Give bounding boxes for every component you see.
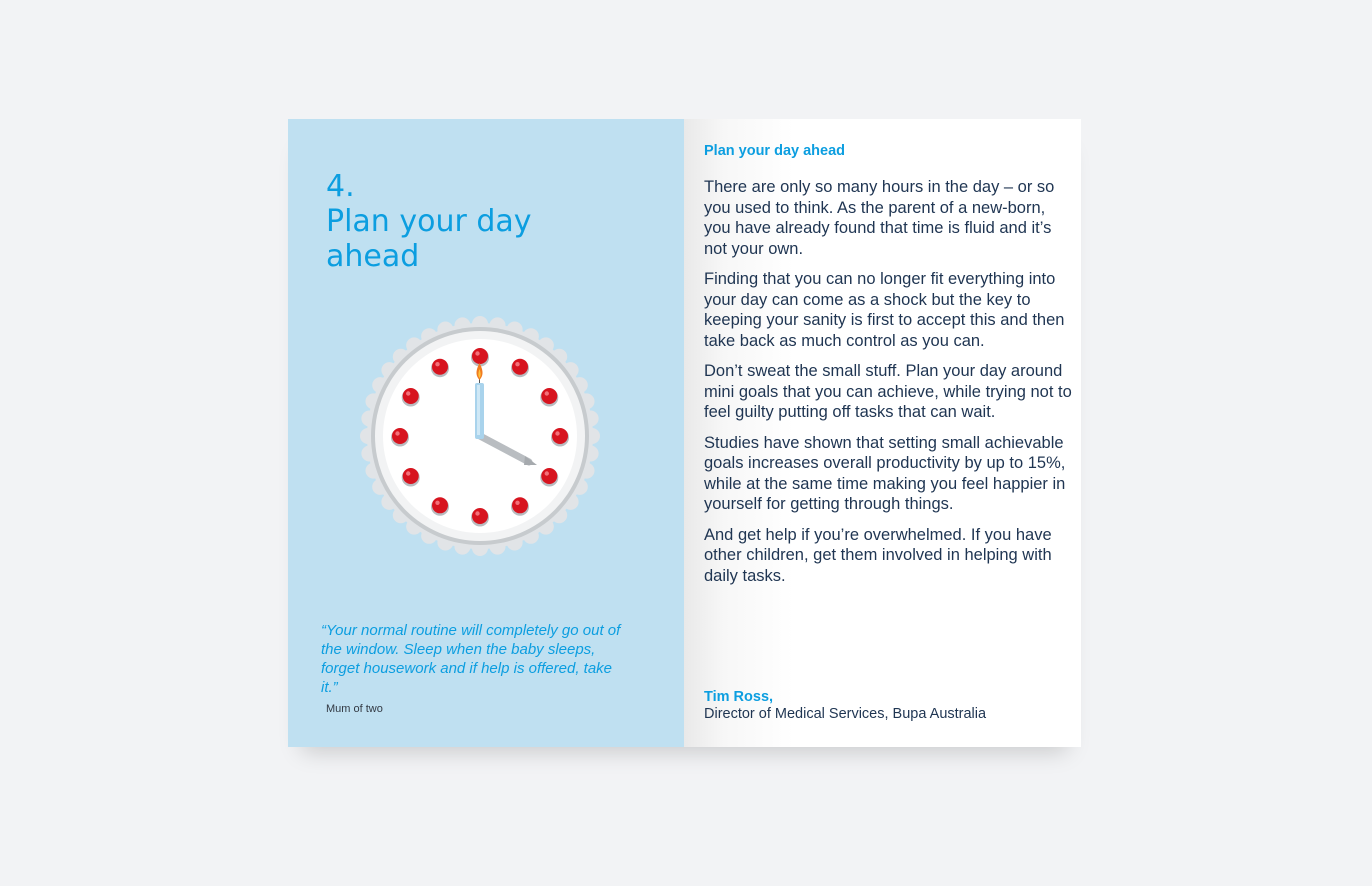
paragraph: There are only so many hours in the day – or so you used to think. As the parent of a new-born, you have already found that time is fluid and it’s not your own. (704, 178, 1055, 258)
signature-role: Director of Medical Services, Bupa Australia (704, 706, 987, 722)
clock-cake-icon (359, 315, 601, 557)
section-heading: Plan your day ahead (704, 143, 846, 159)
quote-attribution: Mum of two (326, 703, 383, 715)
paragraph: Finding that you can no longer fit everything into your day can come as a shock but the key to keeping your sanity is first to accept this and then take back as much control as you can. (704, 270, 1065, 350)
chapter-title: Plan your day ahead (326, 204, 532, 274)
quote-text: “Your normal routine will completely go out of the window. Sleep when the baby sleeps, forget housework and if help is offered, take it.” (321, 622, 621, 696)
paragraph: And get help if you’re overwhelmed. If you have other children, get them involved in helping with daily tasks. (704, 525, 1052, 585)
right-page (684, 119, 1081, 747)
paragraph: Studies have shown that setting small achievable goals increases overall productivity by up to 15%, while at the same time making you feel happier in yourself for getting through things. (704, 433, 1066, 513)
article-body (704, 177, 1074, 596)
chapter-number: 4. (326, 169, 355, 204)
paragraph: Don’t sweat the small stuff. Plan your day around mini goals that you can achieve, while trying not to feel guilty putting off tasks that can wait. (704, 362, 1072, 421)
left-page (288, 119, 684, 747)
signature-name: Tim Ross, (704, 689, 774, 705)
booklet-spread (288, 119, 1081, 747)
